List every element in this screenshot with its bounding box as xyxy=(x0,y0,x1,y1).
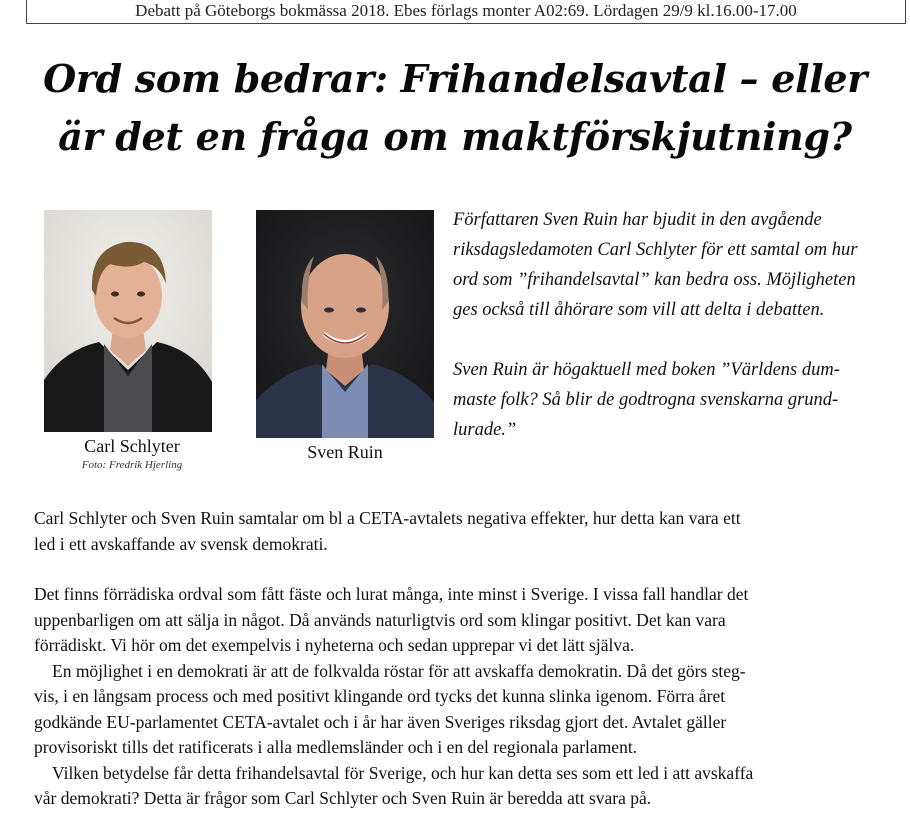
body-paragraph-4 xyxy=(34,761,874,812)
caption-sven-ruin: Sven Ruin xyxy=(307,442,383,462)
body-line: uppenbarligen om att sälja in något. Då används naturligtvis ord som klingar positivt. Det kan vara xyxy=(34,609,726,630)
body-paragraph-3 xyxy=(34,659,874,761)
body-line: förrädiskt. Vi hör om det exempelvis i nyheterna och sedan upprepar vi det lätt själva. xyxy=(34,635,635,655)
event-banner xyxy=(26,0,906,24)
photo-sven-ruin xyxy=(256,210,434,438)
headline xyxy=(0,50,910,166)
intro-line: ges också till åhörare som vill att delta i debatten. xyxy=(453,300,825,320)
body-line: led i ett avskaffande av svensk demokrati. xyxy=(34,533,328,554)
body-line: vis, i en långsam process och med positivt klingande ord tycks det kunna slinka igenom. Förra året xyxy=(34,686,726,706)
body-line: Carl Schlyter och Sven Ruin samtalar om bl a CETA-avtalets negativa effekter, hur detta kan vara ett xyxy=(34,508,741,528)
body-paragraph-2 xyxy=(34,582,874,659)
body-text xyxy=(34,506,874,812)
intro-line: ord som ”frihandelsavtal” kan bedra oss. Möjligheten xyxy=(453,270,856,290)
intro-paragraph-1 xyxy=(453,205,890,325)
photo-carl-schlyter xyxy=(44,210,212,432)
intro-line: maste folk? Så blir de godtrogna svenskarna grund- xyxy=(453,390,839,410)
body-line: Det finns förrädiska ordval som fått fäste och lurat många, inte minst i Sverige. I vissa fall handlar det xyxy=(34,584,749,604)
event-banner-text: Debatt på Göteborgs bokmässa 2018. Ebes förlags monter A02:69. Lördagen 29/9 kl.16.00-17.00 xyxy=(135,1,797,20)
body-paragraph-1 xyxy=(34,506,874,557)
intro-text xyxy=(453,205,890,475)
intro-line: Författaren Sven Ruin har bjudit in den avgående xyxy=(453,210,822,230)
intro-line: lurade.” xyxy=(453,420,517,440)
photo-credit: Foto: Fredrik Hjerling xyxy=(81,459,183,471)
headline-line-1: Ord som bedrar: Frihandelsavtal – eller xyxy=(43,56,867,101)
headline-line-2: är det en fråga om maktförskjutning? xyxy=(58,114,852,159)
caption-carl-schlyter: Carl Schlyter xyxy=(84,436,180,456)
intro-line: riksdagsledamoten Carl Schlyter för ett samtal om hur xyxy=(453,240,858,260)
body-line: godkände EU-parlamentet CETA-avtalet och i år har även Sveriges riksdag gjort det. Avtalet gäller xyxy=(34,711,727,732)
body-line: En möjlighet i en demokrati är att de folkvalda röstar för att avskaffa demokratin. Då det görs steg- xyxy=(52,660,746,681)
body-line: Vilken betydelse får detta frihandelsavtal för Sverige, och hur kan detta ses som ett led i att avskaffa xyxy=(52,762,754,783)
intro-paragraph-2 xyxy=(453,355,890,445)
body-line: vår demokrati? Detta är frågor som Carl Schlyter och Sven Ruin är beredda att svara på. xyxy=(34,788,652,808)
body-line: provisoriskt tills det ratificerats i alla medlemsländer och i en del regionala parlament. xyxy=(34,737,638,757)
intro-line: Sven Ruin är högaktuell med boken ”Världens dum- xyxy=(453,360,840,380)
